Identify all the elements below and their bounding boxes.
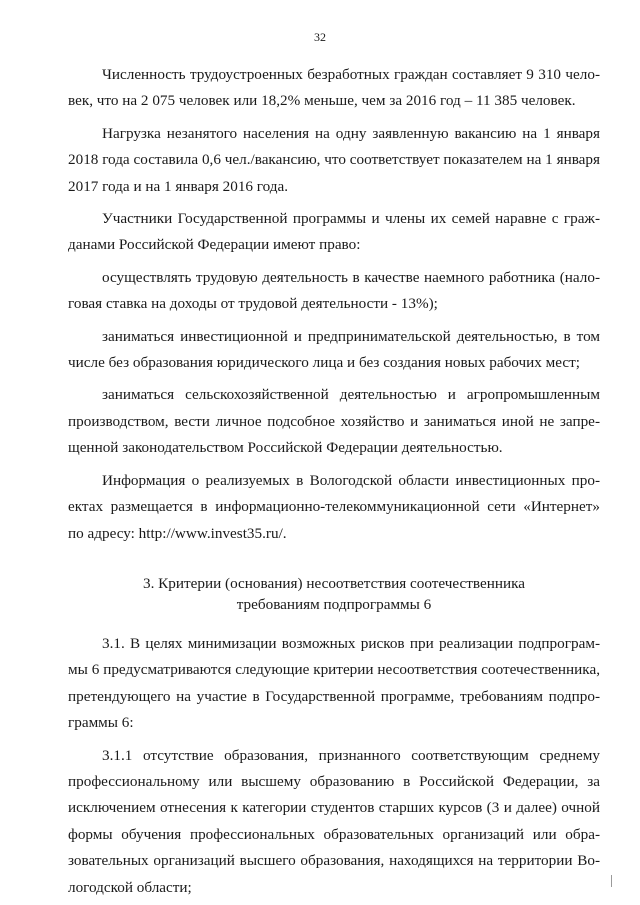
- section-heading-line-1: 3. Критерии (основания) несоответствия соотечественника: [142, 574, 526, 592]
- paragraph-employment-stats: Численность трудоустроенных безработных граждан составляет 9 310 человек, что на 2 075 человек или 18,2% меньше, чем за 2016 год – 11 385 человек.: [68, 66, 600, 110]
- paragraph-right-employment: осуществлять трудовую деятельность в качестве наемного работника (налоговая ставка на доходы от трудовой деятельности - 13%);: [68, 268, 600, 313]
- document-body: [68, 62, 600, 901]
- paragraph-right-investment: заниматься инвестиционной и предпринимательской деятельностью, в том числе без образования юридического лица и без создания новых рабочих мест;: [68, 327, 600, 372]
- page-number: 32: [314, 30, 326, 44]
- paragraph-criterion-education: 3.1.1 отсутствие образования, признанного соответствующим среднему профессиональному или высшему образованию в Российской Федерации, за исключением отнесения к категории студентов старших курсов (3 и далее) очной формы обучения профессиональных образовательных организаций или образовательных организаций высшего образования, находящихся на территории Вологодской области;: [68, 746, 600, 896]
- paragraph-investment-info: Информация о реализуемых в Вологодской области инвестиционных проектах размещается в информационно-телекоммуникационной сети «Интернет» по адресу: http://www.invest35.ru/.: [68, 471, 600, 542]
- paragraph-criteria-intro: 3.1. В целях минимизации возможных рисков при реализации подпрограммы 6 предусматриваются следующие критерии несоответствия соотечественника, претендующего на участие в Государственной программе, требованиям подпрограммы 6:: [68, 634, 600, 732]
- section-heading-line-2: требованиям подпрограммы 6: [236, 595, 432, 613]
- paragraph-right-agriculture: заниматься сельскохозяйственной деятельностью и агропромышленным производством, вести личное подсобное хозяйство и заниматься иной не запрещенной законодательством Российской Федерации деятельностью.: [68, 386, 600, 457]
- section-heading: [68, 573, 600, 615]
- paragraph-vacancy-load: Нагрузка незанятого населения на одну заявленную вакансию на 1 января 2018 года составила 0,6 чел./вакансию, что соответствует показателем на 1 января 2017 года и на 1 января 2016 года.: [68, 124, 600, 195]
- scan-edge-mark: [611, 875, 612, 887]
- paragraph-participants-rights: Участники Государственной программы и члены их семей наравне с гражданами Российской Федерации имеют право:: [68, 210, 600, 254]
